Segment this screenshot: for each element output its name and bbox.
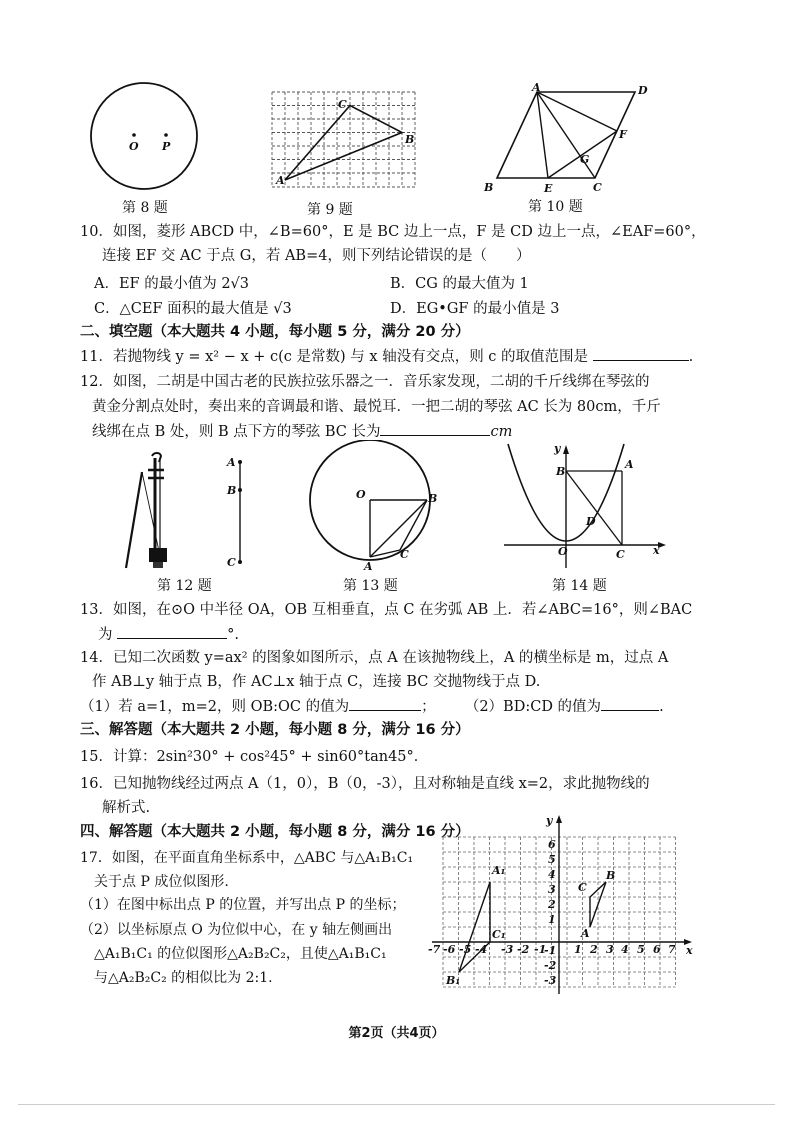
fig17-xtick: 1 bbox=[574, 943, 582, 956]
fig17-xtick: 7 bbox=[668, 943, 676, 956]
q17-line2: 关于点 P 成位似图形. bbox=[94, 874, 229, 890]
q14-sep: ； bbox=[421, 699, 436, 715]
fig17-xtick: -4 bbox=[475, 943, 488, 956]
fig17-xtick: 3 bbox=[606, 943, 614, 956]
fig17-xtick: 2 bbox=[590, 943, 598, 956]
q10-option-a: A．EF 的最小值为 2√3 bbox=[94, 276, 250, 292]
q17-line4: （2）以坐标原点 O 为位似中心，在 y 轴左侧画出 bbox=[80, 922, 393, 938]
q16-line2: 解析式. bbox=[102, 800, 151, 816]
q10-line1: 10．如图，菱形 ABCD 中，∠B=60°，E 是 BC 边上一点，F 是 CD 边上一点，∠EAF=60°， bbox=[80, 224, 706, 240]
q14-parts bbox=[80, 696, 664, 717]
fig17-xtick: -1 bbox=[534, 943, 547, 956]
q13-line2 bbox=[98, 624, 239, 645]
fig14-label-c: C bbox=[616, 548, 625, 561]
q11-answer-blank[interactable] bbox=[593, 346, 689, 361]
fig14-label-y: y bbox=[554, 442, 561, 455]
fig17-label-c1: C₁ bbox=[492, 928, 506, 941]
q12-stem: 线绑在点 B 处，则 B 点下方的琴弦 BC 长为 bbox=[92, 424, 381, 440]
q15-text: 15．计算：2sin²30° + cos²45° + sin60°tan45°． bbox=[80, 749, 429, 765]
q11-end: . bbox=[688, 349, 694, 365]
fig14-label-o: O bbox=[558, 545, 568, 558]
fig10-label-a: A bbox=[532, 81, 541, 94]
q13-answer-blank[interactable] bbox=[117, 624, 227, 639]
fig13-label-a: A bbox=[364, 560, 373, 573]
section-3-heading: 三、解答题（本大题共 2 小题，每小题 8 分，满分 16 分） bbox=[80, 722, 470, 738]
fig12-label-a: A bbox=[227, 456, 236, 469]
q17-line3: （1）在图中标出点 P 的位置，并写出点 P 的坐标； bbox=[80, 897, 406, 913]
fig9-label-c: C bbox=[338, 98, 347, 111]
fig17-ytick: 5 bbox=[548, 853, 556, 866]
q14-line1: 14．已知二次函数 y=ax² 的图象如图所示，点 A 在该抛物线上，A 的横坐标是 m，过点 A bbox=[80, 650, 669, 666]
fig17-label-y: y bbox=[546, 814, 553, 827]
fig12-erhu-picture bbox=[118, 448, 178, 573]
q12-line2: 黄金分割点处时，奏出来的音调最和谐、最悦耳．一把二胡的琴弦 AC 长为 80cm，千斤 bbox=[92, 399, 661, 415]
bottom-divider bbox=[18, 1104, 775, 1105]
fig8-caption: 第 8 题 bbox=[122, 200, 168, 216]
q17-line5: △A₁B₁C₁ 的位似图形△A₂B₂C₂，且使△A₁B₁C₁ bbox=[94, 946, 387, 962]
fig13-label-o: O bbox=[356, 488, 366, 501]
q12-answer-blank[interactable] bbox=[380, 421, 490, 436]
page-footer: 第2页（共4页） bbox=[348, 1026, 445, 1041]
fig17-ytick: -2 bbox=[544, 959, 557, 972]
fig14-label-b: B bbox=[556, 465, 566, 478]
fig9-diagram bbox=[268, 88, 428, 193]
q10-option-b: B．CG 的最大值为 1 bbox=[390, 276, 529, 292]
fig13-label-b: B bbox=[428, 492, 438, 505]
section-4-heading: 四、解答题（本大题共 2 小题，每小题 8 分，满分 16 分） bbox=[80, 824, 470, 840]
q14-part2: （2）BD:CD 的值为 bbox=[464, 699, 602, 715]
fig17-ytick: 1 bbox=[548, 913, 556, 926]
fig10-label-g: G bbox=[580, 153, 590, 166]
q13-line1: 13．如图，在⊙O 中半径 OA，OB 互相垂直，点 C 在劣弧 AB 上．若∠ABC=16°，则∠BAC bbox=[80, 602, 693, 618]
fig12-string-diagram bbox=[224, 452, 254, 572]
fig17-label-b: B bbox=[606, 869, 616, 882]
fig10-diagram bbox=[480, 80, 660, 195]
q10-option-c: C．△CEF 面积的最大值是 √3 bbox=[94, 301, 292, 317]
fig17-xtick: -6 bbox=[443, 943, 456, 956]
q14-part1-blank[interactable] bbox=[349, 696, 421, 711]
q10-line2: 连接 EF 交 AC 于点 G，若 AB=4，则下列结论错误的是（ ） bbox=[102, 248, 531, 264]
fig10-label-b: B bbox=[484, 181, 494, 194]
fig9-label-a: A bbox=[276, 174, 285, 187]
fig17-ytick: -3 bbox=[544, 974, 557, 987]
fig17-ytick: -1 bbox=[544, 944, 557, 957]
fig8-label-o: O bbox=[129, 140, 139, 153]
fig17-label-b1: B₁ bbox=[446, 974, 461, 987]
fig9-caption: 第 9 题 bbox=[307, 202, 353, 218]
section-2-heading: 二、填空题（本大题共 4 小题，每小题 5 分，满分 20 分） bbox=[80, 324, 470, 340]
fig12-label-b: B bbox=[227, 484, 237, 497]
q12-unit: cm bbox=[490, 424, 513, 440]
fig17-xtick: -5 bbox=[459, 943, 472, 956]
fig12-label-c: C bbox=[227, 556, 236, 569]
fig17-xtick: -2 bbox=[517, 943, 530, 956]
fig14-label-a: A bbox=[625, 458, 634, 471]
fig10-label-c: C bbox=[593, 181, 602, 194]
fig12-caption: 第 12 题 bbox=[157, 578, 212, 594]
fig17-ytick: 4 bbox=[548, 868, 556, 881]
fig10-label-f: F bbox=[619, 128, 627, 141]
fig17-xtick: -3 bbox=[501, 943, 514, 956]
fig10-label-e: E bbox=[544, 182, 553, 195]
fig13-diagram bbox=[302, 440, 452, 575]
q14-part1: （1）若 a=1，m=2，则 OB:OC 的值为 bbox=[80, 699, 350, 715]
fig17-coordinate-grid bbox=[428, 813, 700, 997]
q17-line1: 17．如图，在平面直角坐标系中，△ABC 与△A₁B₁C₁ bbox=[80, 850, 414, 866]
fig17-xtick: -7 bbox=[428, 943, 441, 956]
fig17-xtick: 4 bbox=[621, 943, 629, 956]
q13-end: °. bbox=[227, 627, 239, 643]
q14-part2-blank[interactable] bbox=[601, 696, 659, 711]
q10-option-d: D．EG•GF 的最小值是 3 bbox=[390, 301, 560, 317]
q12-line1: 12．如图，二胡是中国古老的民族拉弦乐器之一．音乐家发现，二胡的千斤线绑在琴弦的 bbox=[80, 374, 650, 390]
q14-end: . bbox=[659, 699, 664, 715]
fig8-label-p: P bbox=[162, 140, 171, 153]
fig17-label-a: A bbox=[581, 927, 590, 940]
fig17-xtick: 6 bbox=[653, 943, 661, 956]
fig14-label-x: x bbox=[653, 544, 660, 557]
fig14-label-d: D bbox=[586, 515, 596, 528]
q11-stem: 11．若抛物线 y = x² − x + c(c 是常数) 与 x 轴没有交点，则 c 的取值范围是 bbox=[80, 349, 589, 365]
fig17-xtick: 5 bbox=[637, 943, 645, 956]
fig17-ytick: 2 bbox=[548, 898, 556, 911]
q14-line2: 作 AB⊥y 轴于点 B，作 AC⊥x 轴于点 C，连接 BC 交抛物线于点 D. bbox=[92, 674, 541, 690]
fig17-ytick: 3 bbox=[548, 883, 556, 896]
fig17-label-c: C bbox=[578, 881, 587, 894]
q13-pre: 为 bbox=[98, 627, 113, 643]
fig10-label-d: D bbox=[638, 84, 648, 97]
fig8-diagram bbox=[76, 82, 206, 197]
fig13-label-c: C bbox=[400, 548, 409, 561]
fig13-caption: 第 13 题 bbox=[343, 578, 398, 594]
q17-line6: 与△A₂B₂C₂ 的相似比为 2:1. bbox=[94, 970, 273, 986]
fig17-ytick: 6 bbox=[548, 838, 556, 851]
fig17-label-x: x bbox=[686, 944, 693, 957]
q12-line3 bbox=[92, 421, 512, 442]
fig10-caption: 第 10 题 bbox=[528, 199, 583, 215]
q11-text bbox=[80, 346, 693, 367]
fig14-caption: 第 14 题 bbox=[552, 578, 607, 594]
q16-line1: 16．已知抛物线经过两点 A（1，0），B（0，-3），且对称轴是直线 x=2，求此抛物线的 bbox=[80, 776, 650, 792]
fig14-diagram bbox=[498, 438, 673, 573]
fig9-label-b: B bbox=[405, 133, 415, 146]
fig17-label-a1: A₁ bbox=[492, 864, 506, 877]
